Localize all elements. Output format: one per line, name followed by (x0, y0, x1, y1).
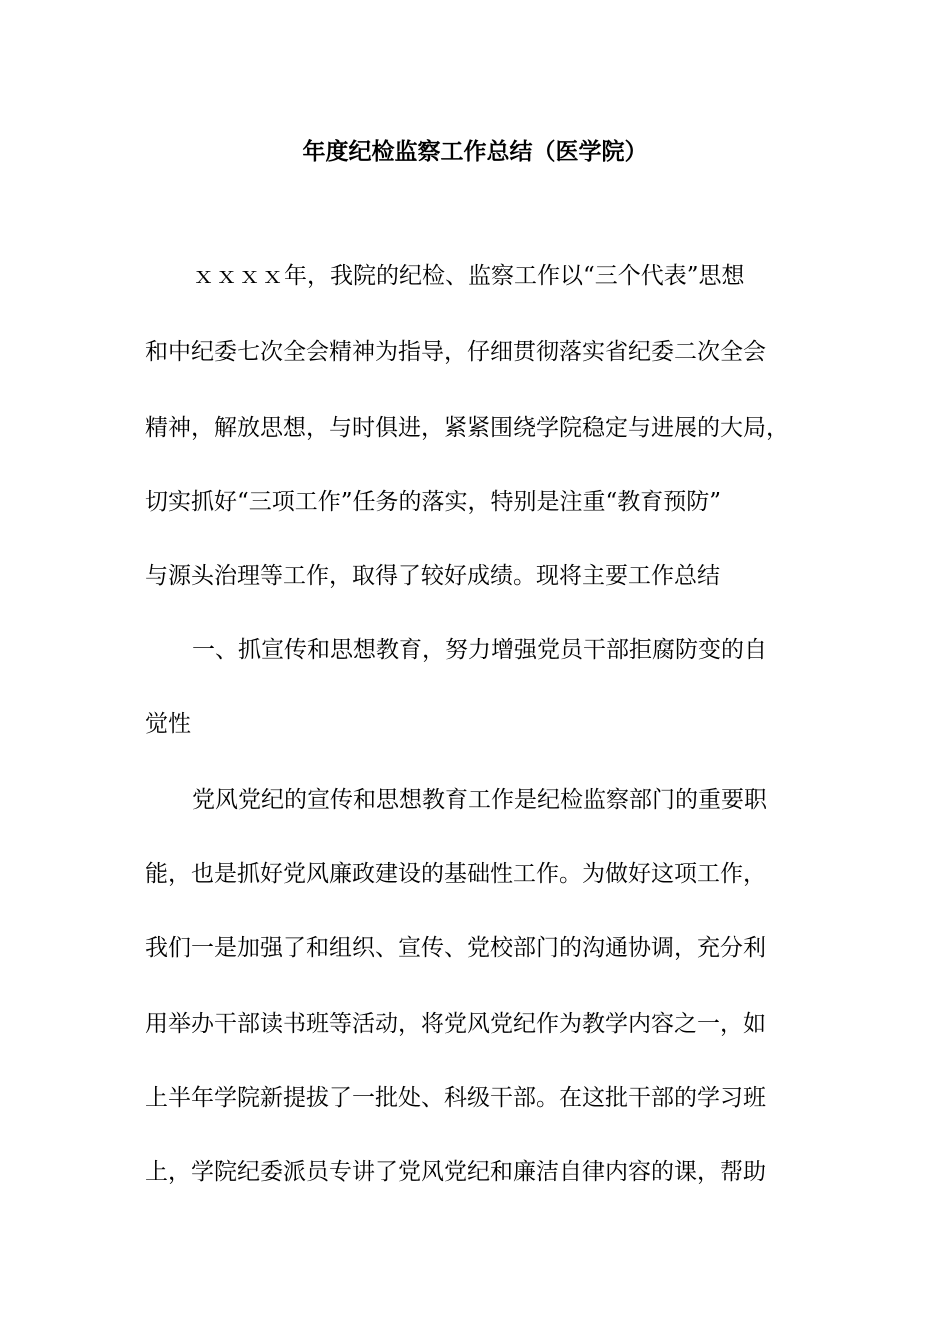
document-title: 年度纪检监察工作总结（医学院） (302, 139, 648, 165)
paragraph-line: 和中纪委七次全会精神为指导，仔细贯彻落实省纪委二次全会 (145, 339, 766, 365)
paragraph-line: 与源头治理等工作，取得了较好成绩。现将主要工作总结 (145, 563, 720, 589)
paragraph-line: 能，也是抓好党风廉政建设的基础性工作。为做好这项工作， (145, 861, 766, 887)
paragraph-line: 精神，解放思想，与时俱进，紧紧围绕学院稳定与进展的大局， (145, 415, 789, 441)
paragraph-line: 上，学院纪委派员专讲了党风党纪和廉洁自律内容的课，帮助 (145, 1159, 766, 1185)
paragraph-line: 我们一是加强了和组织、宣传、党校部门的沟通协调，充分利 (145, 935, 766, 961)
section-heading-line: 觉性 (145, 711, 191, 737)
paragraph-line: 党风党纪的宣传和思想教育工作是纪检监察部门的重要职 (192, 787, 767, 813)
paragraph-line: 切实抓好“三项工作”任务的落实，特别是注重“教育预防” (145, 489, 722, 515)
paragraph-line: 用举办干部读书班等活动，将党风党纪作为教学内容之一，如 (145, 1011, 766, 1037)
paragraph-line: ｘｘｘｘ年，我院的纪检、监察工作以“三个代表”思想 (192, 263, 745, 289)
section-heading-line: 一、抓宣传和思想教育，努力增强党员干部拒腐防变的自 (192, 637, 767, 663)
paragraph-line: 上半年学院新提拔了一批处、科级干部。在这批干部的学习班 (145, 1085, 766, 1111)
